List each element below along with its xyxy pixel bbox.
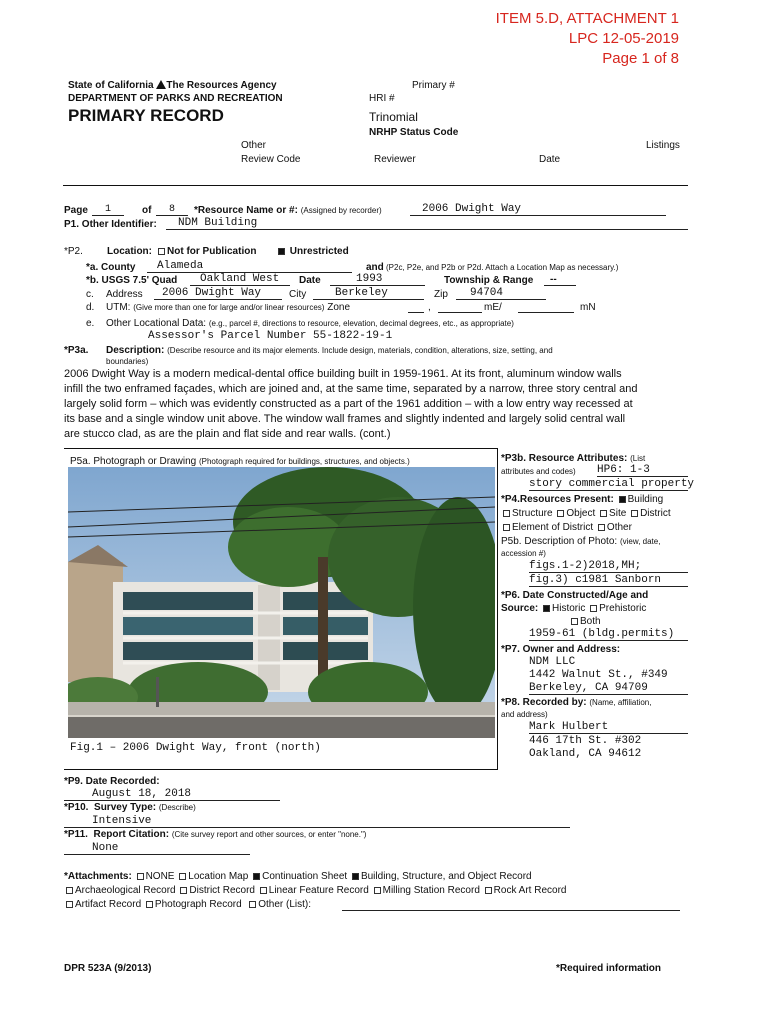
survey-label: Survey Type: — [94, 802, 157, 813]
recorder-line[interactable]: Mark Hulbert — [529, 721, 688, 734]
desc-line: 2006 Dwight Way is a modern medical-dental office building built in 1959-1961. At its front, aluminum window walls — [64, 368, 622, 380]
usgs-label: *b. USGS 7.5' Quad — [86, 275, 178, 286]
county-label: *a. County — [86, 262, 136, 273]
p2-label: *P2. — [64, 246, 83, 257]
zone-label: Zone — [327, 302, 351, 313]
reviewer-label: Reviewer — [374, 154, 416, 165]
hp6-value[interactable]: HP6: 1-3 — [597, 464, 688, 477]
not-pub-text: Not for Publication — [167, 246, 257, 257]
photo-desc-1[interactable]: figs.1-2)2018,MH; — [529, 560, 688, 573]
zone-value[interactable] — [408, 301, 424, 313]
p5a-row — [70, 456, 410, 467]
att-linear: Linear Feature Record — [268, 885, 369, 896]
photo-desc-2[interactable]: fig.3) c1981 Sanborn — [529, 574, 688, 587]
p9-value[interactable]: August 18, 2018 — [64, 788, 280, 801]
building-text: Building — [627, 494, 664, 505]
citation-label: Report Citation: — [93, 829, 170, 840]
checkbox-checked-icon[interactable] — [619, 496, 626, 503]
desc-label: Description: — [106, 345, 165, 356]
att-none: NONE — [145, 871, 175, 882]
d-label: d. — [86, 302, 95, 313]
hri-label: HRI # — [369, 93, 395, 104]
checkbox-icon[interactable] — [557, 510, 564, 517]
checkbox-icon[interactable] — [66, 901, 73, 908]
checkbox-icon[interactable] — [179, 873, 186, 880]
required-note: *Required information — [556, 963, 662, 974]
resource-name-label: *Resource Name or #: — [194, 205, 298, 216]
p11-row — [64, 829, 366, 840]
citation-note: (Cite survey report and other sources, or enter "none.") — [171, 830, 367, 839]
att-arch: Archaeological Record — [75, 885, 176, 896]
trinomial-label: Trinomial — [369, 110, 418, 124]
p3b-label: *P3b. — [501, 453, 527, 464]
p1-value[interactable]: NDM Building — [166, 217, 688, 230]
quad-value[interactable]: Oakland West — [190, 273, 290, 286]
page-total[interactable]: 8 — [156, 204, 188, 216]
and-row — [366, 262, 618, 273]
quad-date-value[interactable]: 1993 — [330, 273, 425, 286]
historic-text: Historic — [552, 603, 586, 614]
resource-name-row — [194, 205, 382, 216]
state-text: State of California — [68, 80, 154, 91]
p1-label: P1. Other Identifier: — [64, 219, 157, 230]
checkbox-icon[interactable] — [590, 605, 597, 612]
citation-value[interactable]: None — [64, 842, 250, 855]
attachments-row-3 — [64, 899, 311, 910]
utm-label: UTM: — [106, 302, 131, 313]
p5a-note: (Photograph required for buildings, structures, and objects.) — [198, 457, 410, 466]
state-label — [68, 80, 277, 91]
p10-row — [64, 802, 196, 813]
lpc-header: LPC 12-05-2019 — [568, 30, 679, 47]
att-other: Other (List): — [258, 899, 312, 910]
checkbox-checked-icon[interactable] — [352, 873, 359, 880]
me-value[interactable] — [438, 301, 482, 313]
checkbox-icon[interactable] — [503, 524, 510, 531]
checkbox-icon[interactable] — [249, 901, 256, 908]
other-loc-label: Other Locational Data: — [106, 318, 207, 329]
unrestricted-option[interactable] — [276, 246, 349, 257]
utm-comma: , — [428, 302, 431, 313]
checkbox-icon[interactable] — [146, 901, 153, 908]
owner-line[interactable]: Berkeley, CA 94709 — [529, 682, 688, 695]
owner-line[interactable]: 1442 Walnut St., #349 — [529, 669, 668, 681]
p5a-label: P5a. Photograph or Drawing — [70, 456, 197, 467]
att-bsor: Building, Structure, and Object Record — [360, 871, 532, 882]
date-label: Date — [539, 154, 561, 165]
checkbox-checked-icon[interactable] — [543, 605, 550, 612]
checkbox-icon[interactable] — [260, 887, 267, 894]
p8-row — [501, 697, 651, 708]
city-label: City — [289, 289, 307, 300]
page-num[interactable]: 1 — [92, 204, 124, 216]
p8-note-1: (Name, affiliation, — [589, 698, 652, 707]
other-label: Other — [241, 140, 267, 151]
dept-label: DEPARTMENT OF PARKS AND RECREATION — [68, 93, 283, 104]
desc-line: are stucco clad, as are the plain and flat side and rear walls. (cont.) — [64, 428, 391, 440]
item-header: ITEM 5.D, ATTACHMENT 1 — [495, 10, 679, 27]
resource-name-value[interactable]: 2006 Dwight Way — [410, 203, 666, 216]
p5b-note-1: (view, date, — [619, 537, 661, 546]
unrestricted-text: Unrestricted — [289, 246, 349, 257]
desc-note-2: boundaries) — [106, 357, 149, 366]
page-label: Page — [64, 205, 88, 216]
p4-label: *P4.Resources Present: — [501, 494, 614, 505]
p4-options-2 — [501, 522, 632, 533]
township-value[interactable]: -- — [544, 274, 576, 286]
other-loc-note: (e.g., parcel #, directions to resource, elevation, decimal degrees, etc., as appropriate) — [208, 319, 514, 328]
nrhp-label: NRHP Status Code — [369, 127, 459, 138]
mn-label: mN — [580, 302, 596, 313]
checkbox-checked-icon — [278, 248, 285, 255]
seal-icon — [156, 80, 166, 89]
district-text: District — [640, 508, 671, 519]
p4-options-1 — [501, 508, 671, 519]
att-artifact: Artifact Record — [75, 899, 142, 910]
assigned-note: (Assigned by recorder) — [300, 206, 382, 215]
element-text: Element of District — [512, 522, 594, 533]
object-text: Object — [566, 508, 596, 519]
owner-line[interactable]: NDM LLC — [529, 656, 576, 668]
other-loc-row — [106, 318, 514, 329]
quad-date-label: Date — [299, 275, 321, 286]
not-pub-option[interactable] — [156, 246, 256, 257]
att-locmap: Location Map — [188, 871, 249, 882]
site-text: Site — [609, 508, 627, 519]
p5b-row — [501, 536, 660, 547]
checkbox-icon[interactable] — [374, 887, 381, 894]
township-label: Township & Range — [444, 275, 534, 286]
survey-value[interactable]: Intensive — [64, 815, 570, 828]
location-label: Location: — [107, 246, 152, 257]
both-text: Both — [580, 616, 601, 627]
photo-caption: Fig.1 – 2006 Dwight Way, front (north) — [70, 742, 321, 754]
att-photo: Photograph Record — [154, 899, 242, 910]
checkbox-checked-icon[interactable] — [253, 873, 260, 880]
parcel-value[interactable]: Assessor's Parcel Number 55-1822-19-1 — [148, 330, 393, 342]
and-label: and — [366, 262, 384, 273]
p7-label: *P7. Owner and Address: — [501, 644, 621, 655]
attachments-row-1 — [64, 871, 532, 882]
desc-line: infill the two enframed façades, which are joined and, at the same time, separated by a narrow, three story central and — [64, 383, 638, 395]
checkbox-icon[interactable] — [503, 510, 510, 517]
c-label: c. — [86, 289, 94, 300]
date-built[interactable]: 1959-61 (bldg.permits) — [529, 628, 688, 641]
checkbox-icon[interactable] — [66, 887, 73, 894]
header-rule — [63, 185, 688, 186]
desc-note: (Describe resource and its major elements. Include design, materials, condition, alterations, size, setting, and — [167, 346, 553, 355]
zip-value[interactable]: 94704 — [456, 287, 546, 300]
form-title: PRIMARY RECORD — [68, 106, 224, 125]
me-label: mE/ — [484, 302, 502, 313]
review-code-label: Review Code — [241, 154, 301, 165]
checkbox-icon[interactable] — [571, 618, 578, 625]
recorder-line[interactable]: 446 17th St. #302 — [529, 735, 642, 747]
attach-label: *Attachments: — [64, 871, 132, 882]
p4-row — [501, 494, 663, 505]
p5b-label: P5b. Description of Photo: — [501, 536, 618, 547]
form-id: DPR 523A (9/2013) — [64, 963, 152, 974]
building-photo-image — [68, 467, 495, 738]
zip-label: Zip — [434, 289, 448, 300]
p3b-row — [501, 453, 645, 464]
p5b-note-2: accession #) — [501, 549, 546, 558]
utm-note: (Give more than one for large and/or linear resources) — [133, 303, 325, 312]
att-other-value[interactable] — [342, 899, 680, 911]
checkbox-icon[interactable] — [137, 873, 144, 880]
checkbox-icon[interactable] — [598, 524, 605, 531]
recorder-line[interactable]: Oakland, CA 94612 — [529, 748, 642, 760]
mn-value[interactable] — [518, 301, 574, 313]
attr-note-2: attributes and codes) — [501, 467, 576, 476]
both-row — [569, 616, 601, 627]
p10-label: *P10. — [64, 802, 89, 813]
address-value[interactable]: 2006 Dwight Way — [154, 287, 282, 300]
other-text: Other — [606, 522, 632, 533]
page-header: Page 1 of 8 — [602, 50, 679, 67]
agency-text: The Resources Agency — [166, 80, 277, 91]
att-rock: Rock Art Record — [493, 885, 567, 896]
and-note: (P2c, P2e, and P2b or P2d. Attach a Location Map as necessary.) — [386, 263, 619, 272]
checkbox-icon — [158, 248, 165, 255]
checkbox-icon[interactable] — [180, 887, 187, 894]
attr-label: Resource Attributes: — [528, 453, 628, 464]
source-row — [501, 603, 646, 614]
photo-divider — [497, 448, 498, 770]
structure-text: Structure — [512, 508, 553, 519]
building-photo — [68, 467, 495, 738]
of-label: of — [142, 205, 152, 216]
desc-row — [106, 345, 553, 356]
checkbox-icon[interactable] — [485, 887, 492, 894]
hp6-value-2[interactable]: story commercial property — [529, 478, 695, 490]
att-cont: Continuation Sheet — [262, 871, 348, 882]
city-value[interactable]: Berkeley — [313, 287, 424, 300]
utm-row — [106, 302, 350, 313]
checkbox-icon[interactable] — [600, 510, 607, 517]
survey-note: (Describe) — [158, 803, 196, 812]
p11-label: *P11. — [64, 829, 88, 840]
e-label: e. — [86, 318, 95, 329]
p8-note-2: and address) — [501, 710, 548, 719]
desc-line: largely solid form – which was evidently constructed as a part of the 1961 addition – with a low entry way recessed at — [64, 398, 633, 410]
p3a-label: *P3a. — [64, 345, 89, 356]
checkbox-icon[interactable] — [631, 510, 638, 517]
desc-line: its base and a single window unit above. The window wall frames and slightly indented and largely solid central wall — [64, 413, 626, 425]
p6-label: *P6. Date Constructed/Age and — [501, 590, 649, 601]
prehistoric-text: Prehistoric — [599, 603, 647, 614]
attr-note-1: (List — [630, 454, 646, 463]
att-dist: District Record — [189, 885, 255, 896]
attachments-row-2 — [64, 885, 566, 896]
county-value[interactable]: Alameda — [147, 260, 352, 273]
listings-label: Listings — [646, 140, 680, 151]
att-mill: Milling Station Record — [382, 885, 480, 896]
p9-label: *P9. Date Recorded: — [64, 776, 160, 787]
p8-label: *P8. Recorded by: — [501, 697, 587, 708]
address-label: Address — [106, 289, 143, 300]
primary-label: Primary # — [412, 80, 455, 91]
source-label: Source: — [501, 603, 539, 614]
